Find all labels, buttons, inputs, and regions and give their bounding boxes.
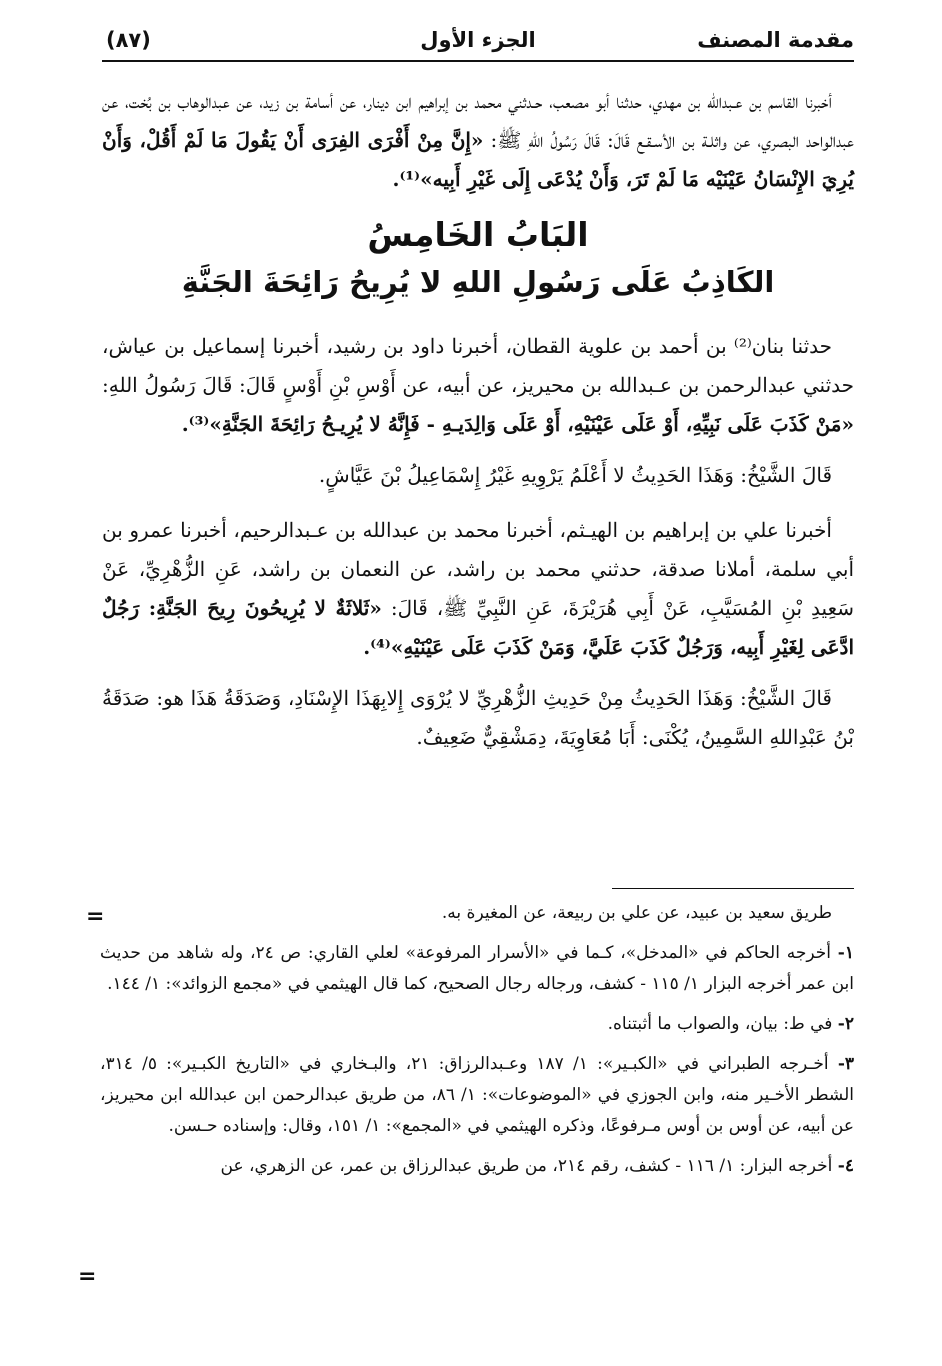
footnote-number: ١- (837, 943, 854, 963)
hadith-paragraph-2 (102, 327, 854, 444)
isnad-text: حدثنا بنان⁽²⁾ بن أحمد بن علوية القطان، أخبرنا داود بن رشيد، أخبرنا إسماعيل بن عياش، حدثني عبدالرحمن بن عـبدالله بن محيريز، عن أبيه، عن أَوْسِ بْنِ أَوْسٍ قَالَ: قَالَ رَسُولُ اللهِ: (102, 334, 854, 397)
page-number: (٨٧) (106, 28, 151, 52)
hadith-quote: «مَنْ كَذَبَ عَلَى نَبِيِّهِ، أَوْ عَلَى عَيْنَيْهِ، أَوْ عَلَى وَالِدَيـهِ - فَإِنَّهُ لا يُرِيـحُ رَائِحَةَ الجَنَّةِ»⁽³⁾. (181, 412, 854, 436)
chapter-subtitle: الكَاذِبُ عَلَى رَسُولِ اللهِ لا يُرِيحُ رَائِحَةَ الجَنَّةِ (181, 265, 775, 299)
volume-title: الجزء الأول (420, 28, 536, 52)
hadith-paragraph-1 (102, 82, 854, 199)
page-header (102, 24, 854, 62)
footnote-3 (100, 1049, 854, 1142)
footnote-4 (100, 1151, 854, 1182)
isnad-text: أخبرنا القاسم بن عـبدالله بن مهدي، حدثنا أبو مصعب، حـدثني محمد بن إبراهيم ابن دينار، عن أسامة بن زيد، عن عبدالوهاب بن بُخت، عن عبدالواحد البصري، عن واثلـة بن الأسـقـع قَالَ: قَالَ رَسُولُ اللهِ ﷺ: (102, 89, 854, 152)
hadith-quote: «ثَلاثَةٌ لا يُرِيحُونَ رِيحَ الجَنَّةِ: رَجُلٌ ادَّعَى لِغَيْرِ أَبِيه، وَرَجُلٌ كَذَبَ عَلَيَّ، وَمَنْ كَذَبَ عَلَى عَيْنَيْهِ»⁽⁴⁾. (102, 596, 854, 659)
isnad-text: أخبرنا علي بن إبراهيم بن الهيـثم، أخبرنا محمد بن عبدالله بن عـبدالرحيم، أخبرنا عمرو بن أبي سلمة، أملانا صدقة، حدثني محمد بن راشد، عن النعمان بن راشد، عَنِ الزُّهْرِيِّ، عَنْ سَعِيدِ بْنِ المُسَيَّبِ، عَنْ أَبِي هُرَيْرَةَ، عَنِ النَّبِيِّ ﷺ، قَالَ: (102, 518, 854, 620)
sheikh-comment-1: قَالَ الشَّيْخُ: وَهَذَا الحَدِيثُ لا أَعْلَمُ يَرْوِيهِ غَيْرُ إِسْمَاعِيلُ بْنَ عَيَّاشٍ. (318, 463, 832, 487)
hadith-quote: «إِنَّ مِنْ أَفْرَى الفِرَى أَنْ يَقُولَ مَا لَمْ أَقُلْ، وَأَنْ يُرِيَ الإِنْسَانُ عَيْنَيْه مَا لَمْ تَرَ، وَأَنْ يُدْعَى إِلَى غَيْرِ أَبِيه»⁽¹⁾. (102, 128, 854, 191)
footnote-2 (100, 1009, 854, 1040)
section-title: مقدمة المصنف (697, 28, 854, 52)
footnote-number: ٢- (837, 1014, 854, 1034)
chapter-title: البَابُ الخَامِسُ (367, 215, 589, 254)
footnote-number: ٤- (837, 1156, 854, 1176)
footnote-text: في ط: بيان، والصواب ما أثبتناه. (607, 1014, 833, 1034)
footnote-separator (612, 888, 854, 889)
footnote-text: أخرجه البزار: ١/ ١١٦ - كشف، رقم ٢١٤، من طريق عبدالرزاق بن عمر، عن الزهري، عن (220, 1156, 833, 1176)
continues-mark: = (78, 1264, 97, 1289)
sheikh-comment-2: قَالَ الشَّيْخُ: وَهَذَا الحَدِيثُ مِنْ حَدِيثِ الزُّهْرِيِّ لا يُرْوَى إِلابِهَذَا الإِسْنَادِ، وَصَدَقَةُ هَذَا هو: صَدَقَةُ بْنُ عَبْدِاللهِ السَّمِينُ، يُكْنَى: أَبَا مُعَاوِيَةَ، دِمَشْقِيٌّ ضَعِيفٌ. (102, 686, 854, 749)
main-text (102, 82, 854, 769)
footnote-text: أخـرجه الطبراني في «الكبـير»: ١/ ١٨٧ وعـبدالرزاق: ٢١، والبـخاري في «التاريخ الكبـير»: ٥/ ٣١٤، الشطر الأخـير منه، وابن الجوزي في «الموضوعات»: ١/ ٨٦، من طريق عبدالرحمن ابن عبدالله ابن محيريز، عن أبيه، عن أوس بن أوس مـرفوعًا، وذكره الهيثمي في «المجمع»: ١/ ١٥١، وقال: وإسناده حـسن. (100, 1054, 854, 1136)
footnote-number: ٣- (837, 1054, 855, 1074)
footnote-continuation: طريق سعيد بن عبيد، عن علي بن ربيعة، عن المغيرة به. (441, 903, 832, 923)
footnote-text: أخرجه الحاكم في «المدخل»، كـما في «الأسرار المرفوعة» لعلي القاري: ص ٢٤، وله شاهد من حديث ابن عمر أخرجه البزار ١/ ١١٥ - كشف، ورجاله رجال الصحيح، كما قال الهيثمي في «مجمع الزوائد»: ١/ ١٤٤. (100, 943, 854, 994)
footnotes (100, 898, 854, 1191)
hadith-paragraph-3 (102, 511, 854, 667)
footnote-1 (100, 938, 854, 1000)
continuation-mark: = (86, 904, 105, 929)
